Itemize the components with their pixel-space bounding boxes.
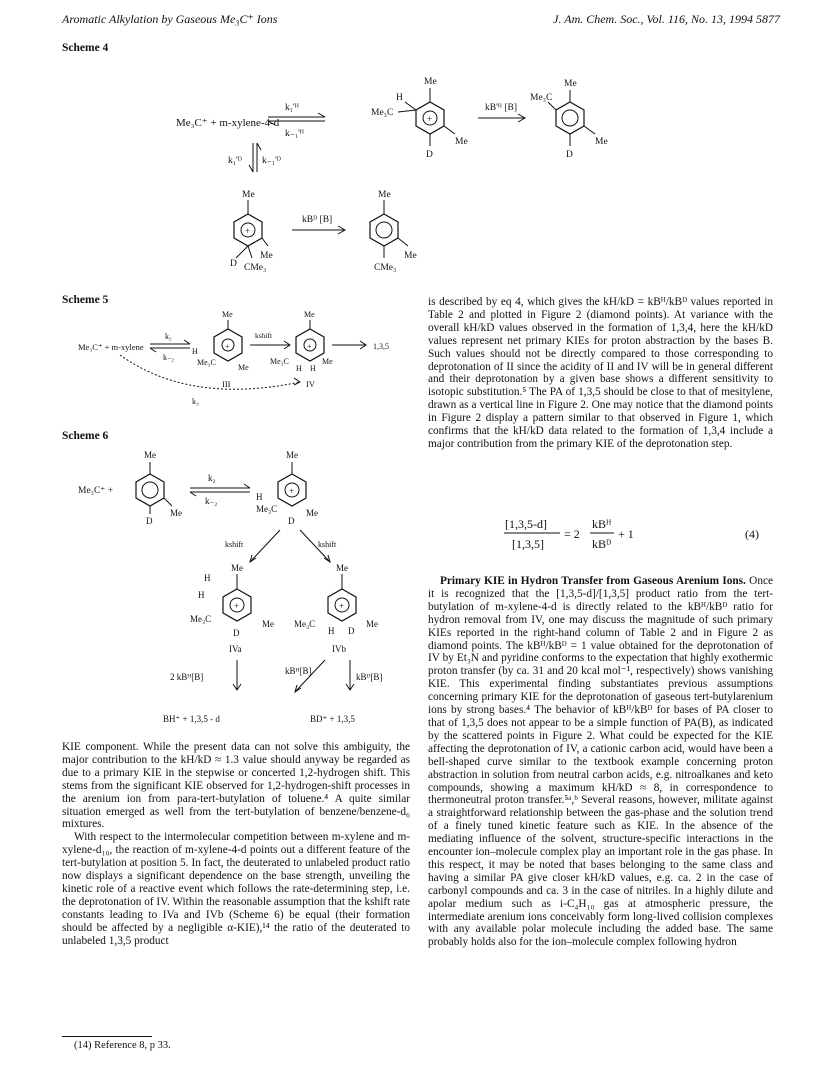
svg-text:D: D — [426, 150, 433, 160]
svg-text:[1,3,5-d]: [1,3,5-d] — [505, 517, 547, 531]
svg-text:Me₃C: Me₃C — [371, 108, 394, 118]
svg-text:k₃: k₃ — [192, 397, 199, 406]
svg-text:III: III — [222, 379, 231, 389]
svg-text:Me: Me — [238, 363, 249, 372]
section-heading: Primary KIE in Hydron Transfer from Gaseous Arenium Ions. — [440, 575, 746, 587]
svg-text:+: + — [234, 601, 240, 611]
svg-text:H: H — [296, 364, 302, 373]
svg-text:Me: Me — [222, 310, 233, 319]
svg-text:D: D — [288, 516, 295, 526]
svg-text:Me₃C: Me₃C — [197, 358, 216, 367]
svg-text:kBᴴ[B]: kBᴴ[B] — [285, 666, 312, 676]
svg-text:Me₃C: Me₃C — [530, 93, 553, 103]
svg-text:Me₃C: Me₃C — [190, 614, 212, 624]
scheme-5-label: Scheme 5 — [62, 294, 109, 306]
svg-text:Me: Me — [231, 563, 243, 573]
svg-text:BD⁺ + 1,3,5: BD⁺ + 1,3,5 — [310, 714, 355, 724]
scheme6-ion-IVa — [190, 563, 274, 654]
svg-text:Me: Me — [286, 450, 298, 460]
svg-text:IVb: IVb — [332, 644, 346, 654]
svg-text:D: D — [233, 628, 240, 638]
svg-text:Me: Me — [424, 77, 437, 87]
paragraph: With respect to the intermolecular competition between m-xylene and m-xylene-d₁₀, the reaction of m-xylene-4-d points out a different feature of the tert-butylation at position 5. In fact, the deuterated to unlabeled product ratio now displays a significant dependence on the base strength, unveiling the kinetic role of a reactive event which follows the rate-determining step, i.e. the deprotonation of IV. Within the reasonable assumption that the kshift rate constants leading to IVa and IVb (Scheme 6) be equal (their formation should be affected by a negligible α-KIE),¹⁴ the ratio of the deuterated to unlabeled 1,3,5 product — [62, 831, 410, 947]
paragraph: Once it is recognized that the [1,3,5-d]/[1,3,5] product ratio from the tert-butylation of m-xylene-4-d is directly related to the kBᴴ/kBᴰ ratio for hydron removal from IV, one may discuss the magnitude of such primary KIEs reported in the right-hand column of Table 2 and in Figure 2 as diamond points. The kBᴴ/kBᴰ = 1 value obtained for the deprotonation of IV by Et₃N and pyridine conforms to the expectation that highly exothermic proton transfer (by ca. 31 and 20 kcal mol⁻¹, respectively) shows vanishing KIE. This experimental finding substantiates previous assumptions concerning primary KIE for the deprotonation of gaseous tert-butylarenium ions by strong bases.⁴ The behavior of kBᴴ/kBᴰ for bases of PA closer to that of 1,3,5 does not appear to be a simple function of PA(B), as indicated by the scattered points in Figure 2. What could be expected for the KIE affecting the deprotonation of IV, a cationic carbon acid, would have been a bell-shaped curve similar to the textbook example concerning proton abstraction in solution from neutral carbon acids, e.g. nitroalkanes and keto compounds, showing a maximum kH/kD ≈ 8, in correspondence to thermoneutral proton transfer.⁵ᵃ,ᵇ Several reasons, however, militate against a straightforward relationship between the gas-phase and the solution trend of a finely tuned kinetic feature such as KIE. In the absence of the mediating influence of the solvent, structure-specific interactions in the encounter ion–molecule complex play an important role in the gas phase. In this respect, it may be noted that bases belonging to the same class and having a similar PA give closer kH/kD values, e.g. ca. 2 in the case of carbonyl compounds and ca. 3 in the case of nitriles. In a highly dilute and apolar medium such as i-C₄H₁₀ gas at atmospheric pressure, the intermediate arenium ions conceivably form long-lived collision complexes with any available polar molecule including the added base. The same probably holds also for the ion–molecule complex following hydron — [428, 575, 773, 949]
svg-text:IV: IV — [306, 379, 315, 389]
svg-text:kBᴰ[B]: kBᴰ[B] — [356, 672, 383, 682]
svg-text:CMe₃: CMe₃ — [244, 263, 267, 273]
svg-text:Me: Me — [322, 357, 333, 366]
svg-text:H: H — [204, 573, 211, 583]
running-header-right: J. Am. Chem. Soc., Vol. 116, No. 13, 1994 5877 — [553, 12, 780, 26]
svg-text:k₁'ᴰ: k₁'ᴰ — [228, 156, 242, 166]
scheme4-reactant: Me₃C⁺ + m-xylene-4-d — [176, 117, 280, 129]
svg-text:D: D — [566, 150, 573, 160]
svg-text:Me: Me — [595, 137, 608, 147]
scheme4-product-d — [530, 79, 608, 160]
scheme6-ion-IVb — [294, 563, 378, 654]
svg-text:kBᴰ: kBᴰ — [592, 537, 612, 551]
svg-text:1,3,5: 1,3,5 — [373, 342, 389, 351]
svg-text:kshift: kshift — [318, 540, 337, 549]
svg-text:D: D — [146, 516, 153, 526]
right-column-bottom — [428, 575, 773, 949]
svg-text:BH⁺ + 1,3,5 - d: BH⁺ + 1,3,5 - d — [163, 714, 220, 724]
svg-text:k₋₁'ᴴ: k₋₁'ᴴ — [285, 129, 304, 139]
left-column — [62, 741, 410, 948]
svg-text:D: D — [230, 259, 237, 269]
svg-text:IVa: IVa — [229, 644, 242, 654]
svg-text:Me: Me — [144, 450, 156, 460]
svg-text:Me₃C: Me₃C — [256, 504, 278, 514]
svg-text:kBᴴ: kBᴴ — [592, 517, 612, 531]
svg-text:Me: Me — [260, 251, 273, 261]
svg-text:2 kBᴴ[B]: 2 kBᴴ[B] — [170, 672, 204, 682]
svg-text:Me: Me — [242, 190, 255, 200]
svg-text:kB'ᴴ [B]: kB'ᴴ [B] — [485, 103, 518, 113]
svg-text:kBᴰ [B]: kBᴰ [B] — [302, 215, 333, 225]
svg-text:Me: Me — [304, 310, 315, 319]
scheme6-m-xylene-4-d — [136, 450, 182, 526]
svg-text:H: H — [310, 364, 316, 373]
equation-4 — [500, 512, 770, 556]
svg-text:H: H — [396, 93, 403, 103]
svg-text:(4): (4) — [745, 527, 759, 541]
scheme6-ion-III — [256, 450, 318, 526]
svg-text:H: H — [192, 347, 198, 356]
svg-text:+: + — [245, 226, 251, 236]
svg-text:k₂: k₂ — [165, 332, 172, 341]
running-header-left: Aromatic Alkylation by Gaseous Me₃C⁺ Ions — [62, 12, 278, 26]
svg-text:Me₃C: Me₃C — [270, 357, 289, 366]
svg-text:+ 1: + 1 — [618, 527, 634, 541]
svg-text:Me₃C: Me₃C — [294, 619, 316, 629]
scheme-6-diagram — [0, 0, 410, 760]
paragraph: is described by eq 4, which gives the kH/kD = kBᴴ/kBᴰ values reported in Table 2 and plotted in Figure 2 (diamond points). At variance with the overall kH/kD values observed in the formation of 1,3,4, here the kH/kD values represent net primary KIEs for proton abstraction by the bases B. Such values should not be directly compared to those corresponding to deprotonation of II since the acidity of II and IV will be in general different and their deprotonation by a given base shows a different sensitivity to isotopic substitution.⁵ The PA of 1,3,5 should be close to that of mesitylene, drawn as a vertical line in Figure 2. One may notice that the diamond points in Figure 2 display a pattern similar to that observed in Figure 1, which confirms that the kH/kD data related to the formation of 1,3,4 include a major contribution from the primary KIE of the deprotonation step. — [428, 296, 773, 450]
svg-text:k₋₁'ᴰ: k₋₁'ᴰ — [262, 156, 281, 166]
footnote: (14) Reference 8, p 33. — [74, 1040, 171, 1051]
paragraph: KIE component. While the present data can not solve this ambiguity, the major contribution to the kH/kD ≈ 1.3 value should anyway be regarded as due to a primary KIE in the stepwise or concerted 1,2-hydrogen shift. This stems from the significant KIE observed for 1,2-hydrogen-shift processes in the arenium ion from para-tert-butylation of toluene.⁴ A quite similar situation emerged as well from the tert-butylation of benzene/benzene-d₆ mixtures. — [62, 741, 410, 831]
svg-text:Me: Me — [366, 619, 378, 629]
svg-text:Me: Me — [262, 619, 274, 629]
svg-text:H: H — [328, 626, 335, 636]
svg-text:Me: Me — [404, 251, 417, 261]
svg-text:CMe₃: CMe₃ — [374, 263, 397, 273]
svg-text:H: H — [256, 492, 263, 502]
svg-text:k₂: k₂ — [208, 473, 216, 483]
svg-text:[1,3,5]: [1,3,5] — [512, 537, 544, 551]
svg-text:+: + — [427, 114, 433, 124]
right-column-top — [428, 296, 773, 451]
svg-text:Me: Me — [306, 508, 318, 518]
svg-text:+: + — [307, 342, 312, 351]
svg-text:+: + — [289, 486, 295, 496]
scheme-4-label: Scheme 4 — [62, 42, 109, 54]
svg-text:Me: Me — [170, 508, 182, 518]
svg-text:+: + — [339, 601, 345, 611]
svg-text:Me: Me — [378, 190, 391, 200]
svg-text:k₁'ᴴ: k₁'ᴴ — [285, 103, 299, 113]
svg-text:Me₃C⁺ +: Me₃C⁺ + — [78, 486, 114, 496]
svg-text:Me: Me — [564, 79, 577, 89]
svg-text:Me₃C⁺ + m-xylene: Me₃C⁺ + m-xylene — [78, 342, 144, 352]
svg-text:k₋₂: k₋₂ — [163, 353, 175, 362]
footnote-rule — [62, 1036, 152, 1037]
svg-text:H: H — [198, 590, 205, 600]
svg-text:kshift: kshift — [225, 540, 244, 549]
svg-text:k₋₂: k₋₂ — [205, 496, 218, 506]
scheme-6-label: Scheme 6 — [62, 430, 109, 442]
svg-text:Me: Me — [455, 137, 468, 147]
svg-text:Me: Me — [336, 563, 348, 573]
svg-text:kshift: kshift — [255, 331, 273, 340]
svg-text:D: D — [348, 626, 355, 636]
svg-text:+: + — [225, 342, 230, 351]
svg-text:= 2: = 2 — [564, 527, 580, 541]
